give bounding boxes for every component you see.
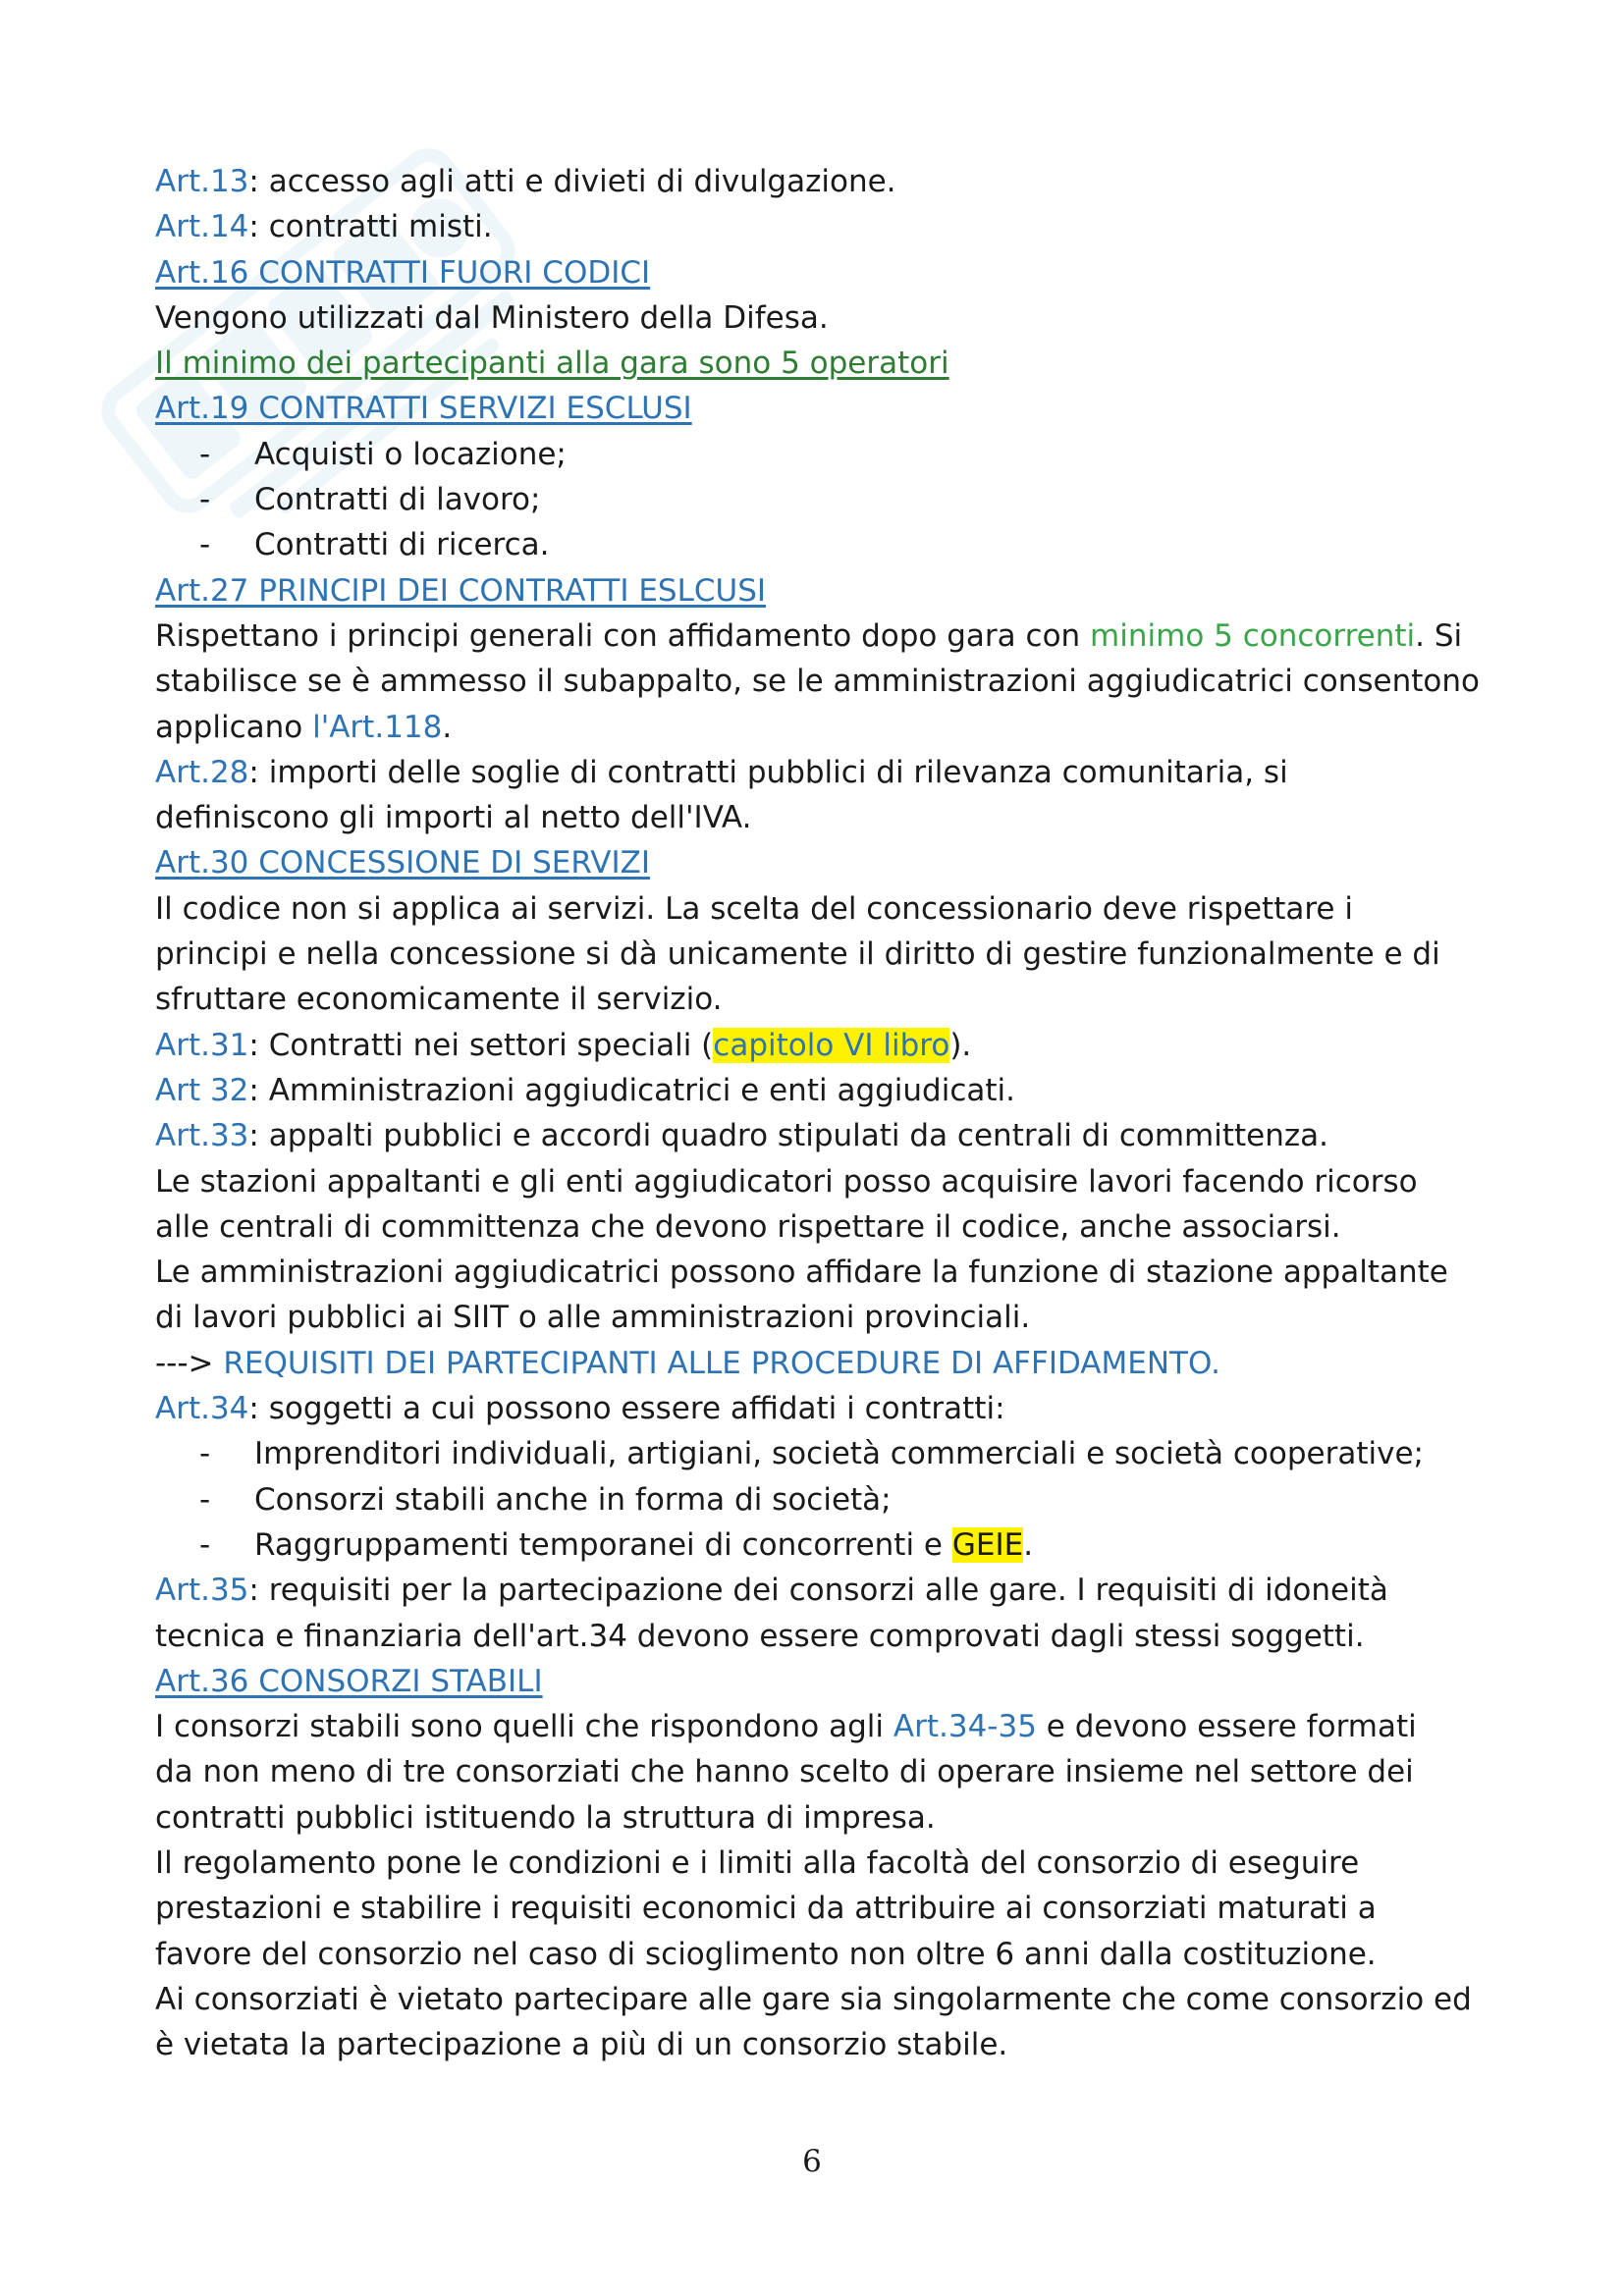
section-heading <box>155 568 1500 614</box>
line-text: : accesso agli atti e divieti di divulgazione. <box>248 164 896 199</box>
bullet-dash: - <box>199 1436 211 1472</box>
text-line <box>155 1341 1500 1386</box>
text-line <box>155 1295 1500 1340</box>
list-item <box>155 1477 1500 1522</box>
line-text: prestazioni e stabilire i requisiti economici da attribuire ai consorziati maturati a <box>155 1891 1377 1927</box>
article-heading: Art.16 CONTRATTI FUORI CODICI <box>155 254 651 291</box>
line-text: Consorzi stabili anche in forma di società; <box>254 1481 892 1518</box>
article-ref: Art.14 <box>155 209 249 245</box>
text-line <box>155 1704 1500 1749</box>
text-line <box>155 159 1500 204</box>
line-text: e devono essere formati <box>1036 1709 1417 1745</box>
line-text: : Amministrazioni aggiudicatrici e enti aggiudicati. <box>248 1072 1016 1108</box>
line-text: Il regolamento pone le condizioni e i limiti alla facoltà del consorzio di eseguire <box>155 1844 1360 1881</box>
line-text: : Contratti nei settori speciali ( <box>248 1027 714 1063</box>
line-text: : contratti misti. <box>248 209 493 245</box>
line-text: Contratti di lavoro; <box>254 482 541 518</box>
bullet-dash: - <box>199 482 211 518</box>
list-item <box>155 1522 1500 1568</box>
text-line <box>155 1386 1500 1431</box>
text-line <box>155 1068 1500 1113</box>
line-text: Contratti di ricerca. <box>254 527 550 563</box>
text-line <box>155 1932 1500 1977</box>
text-line <box>155 1841 1500 1886</box>
line-text: di lavori pubblici ai SIIT o alle amministrazioni provinciali. <box>155 1300 1031 1336</box>
article-ref: Art.34 <box>155 1391 249 1427</box>
line-text: Le stazioni appaltanti e gli enti aggiudicatori posso acquisire lavori facendo ricorso <box>155 1163 1418 1200</box>
line-text: Acquisti o locazione; <box>254 436 567 472</box>
bullet-dash: - <box>199 1481 211 1518</box>
line-text: . Si <box>1415 617 1463 654</box>
list-item <box>155 522 1500 567</box>
line-text: alle centrali di committenza che devono rispettare il codice, anche associarsi. <box>155 1208 1341 1245</box>
line-text: tecnica e finanziaria dell'art.34 devono essere comprovati dagli stessi soggetti. <box>155 1618 1365 1654</box>
green-note: Il minimo dei partecipanti alla gara sono 5 operatori <box>155 346 949 382</box>
text-line <box>155 341 1500 386</box>
text-line <box>155 204 1500 249</box>
line-text: : requisiti per la partecipazione dei consorzi alle gare. I requisiti di idoneità <box>248 1573 1388 1609</box>
text-line <box>155 1250 1500 1295</box>
section-heading <box>155 250 1500 295</box>
line-text: da non meno di tre consorziati che hanno scelto di operare insieme nel settore dei <box>155 1754 1414 1790</box>
bullet-dash: - <box>199 527 211 563</box>
line-text: Ai consorziati è vietato partecipare alle gare sia singolarmente che come consorzio ed <box>155 1981 1472 2017</box>
text-line <box>155 1204 1500 1250</box>
article-ref: Art.33 <box>155 1118 249 1154</box>
line-text: . <box>442 709 453 745</box>
article-heading: Art.19 CONTRATTI SERVIZI ESCLUSI <box>155 391 692 427</box>
line-text: Le amministrazioni aggiudicatrici possono affidare la funzione di stazione appaltante <box>155 1255 1448 1291</box>
section-heading <box>155 840 1500 885</box>
list-item <box>155 432 1500 477</box>
list-item <box>155 1431 1500 1476</box>
article-heading: Art.30 CONCESSIONE DI SERVIZI <box>155 845 650 881</box>
text-line <box>155 1159 1500 1204</box>
text-line <box>155 1886 1500 1931</box>
text-line <box>155 1568 1500 1613</box>
line-text: principi e nella concessione si dà unicamente il diritto di gestire funzionalmente e di <box>155 936 1440 973</box>
article-ref: Art 32 <box>155 1072 249 1108</box>
line-text: I consorzi stabili sono quelli che rispondono agli <box>155 1709 893 1745</box>
arrow-text: ---> <box>155 1345 224 1381</box>
green-text: minimo 5 concorrenti <box>1090 617 1416 654</box>
line-text: sfruttare economicamente il servizio. <box>155 982 723 1018</box>
page-number: 6 <box>802 2144 822 2179</box>
document-body <box>155 159 1500 2067</box>
line-text: : importi delle soglie di contratti pubblici di rilevanza comunitaria, si <box>248 754 1288 790</box>
line-text: : appalti pubblici e accordi quadro stipulati da centrali di committenza. <box>248 1118 1328 1154</box>
line-text: contratti pubblici istituendo la struttura di impresa. <box>155 1799 936 1836</box>
text-line <box>155 2022 1500 2067</box>
list-item <box>155 477 1500 522</box>
bullet-dash: - <box>199 436 211 472</box>
line-text: Rispettano i principi generali con affidamento dopo gara con <box>155 617 1091 654</box>
text-line <box>155 295 1500 341</box>
text-line <box>155 705 1500 750</box>
text-line <box>155 1749 1500 1794</box>
section-title: REQUISITI DEI PARTECIPANTI ALLE PROCEDURE DI AFFIDAMENTO. <box>223 1345 1220 1381</box>
line-text: Raggruppamenti temporanei di concorrenti e <box>254 1526 952 1563</box>
article-ref: Art.34-35 <box>893 1709 1037 1745</box>
article-ref: Art.31 <box>155 1027 249 1063</box>
line-text: applicano <box>155 709 313 745</box>
line-text: Vengono utilizzati dal Ministero della Difesa. <box>155 299 829 336</box>
highlighted-text: GEIE <box>951 1526 1024 1563</box>
article-heading: Art.27 PRINCIPI DEI CONTRATTI ESLCUSI <box>155 572 767 609</box>
text-line <box>155 614 1500 659</box>
line-text: : soggetti a cui possono essere affidati i contratti: <box>248 1391 1005 1427</box>
line-text: stabilisce se è ammesso il subappalto, se le amministrazioni aggiudicatrici consentono <box>155 664 1480 700</box>
article-heading: Art.36 CONSORZI STABILI <box>155 1663 543 1699</box>
text-line <box>155 750 1500 795</box>
text-line <box>155 886 1500 932</box>
text-line <box>155 1023 1500 1068</box>
text-line <box>155 1977 1500 2022</box>
text-line <box>155 977 1500 1022</box>
line-text: . <box>1023 1526 1034 1563</box>
section-heading <box>155 1659 1500 1704</box>
text-line <box>155 659 1500 704</box>
text-line <box>155 1614 1500 1659</box>
text-line <box>155 1795 1500 1841</box>
article-ref: Art.35 <box>155 1573 249 1609</box>
text-line <box>155 1113 1500 1158</box>
line-text: ). <box>949 1027 972 1063</box>
line-text: è vietata la partecipazione a più di un consorzio stabile. <box>155 2027 1008 2063</box>
text-line <box>155 932 1500 977</box>
article-ref: Art.13 <box>155 164 249 199</box>
article-ref: Art.28 <box>155 754 249 790</box>
line-text: definiscono gli importi al netto dell'IVA. <box>155 800 752 836</box>
line-text: Il codice non si applica ai servizi. La scelta del concessionario deve rispettare i <box>155 890 1353 927</box>
article-ref: l'Art.118 <box>312 709 443 745</box>
text-line <box>155 795 1500 840</box>
highlighted-text: capitolo VI libro <box>713 1027 950 1063</box>
bullet-dash: - <box>199 1526 211 1563</box>
section-heading <box>155 386 1500 431</box>
line-text: favore del consorzio nel caso di scioglimento non oltre 6 anni dalla costituzione. <box>155 1936 1377 1972</box>
line-text: Imprenditori individuali, artigiani, società commerciali e società cooperative; <box>254 1436 1424 1472</box>
